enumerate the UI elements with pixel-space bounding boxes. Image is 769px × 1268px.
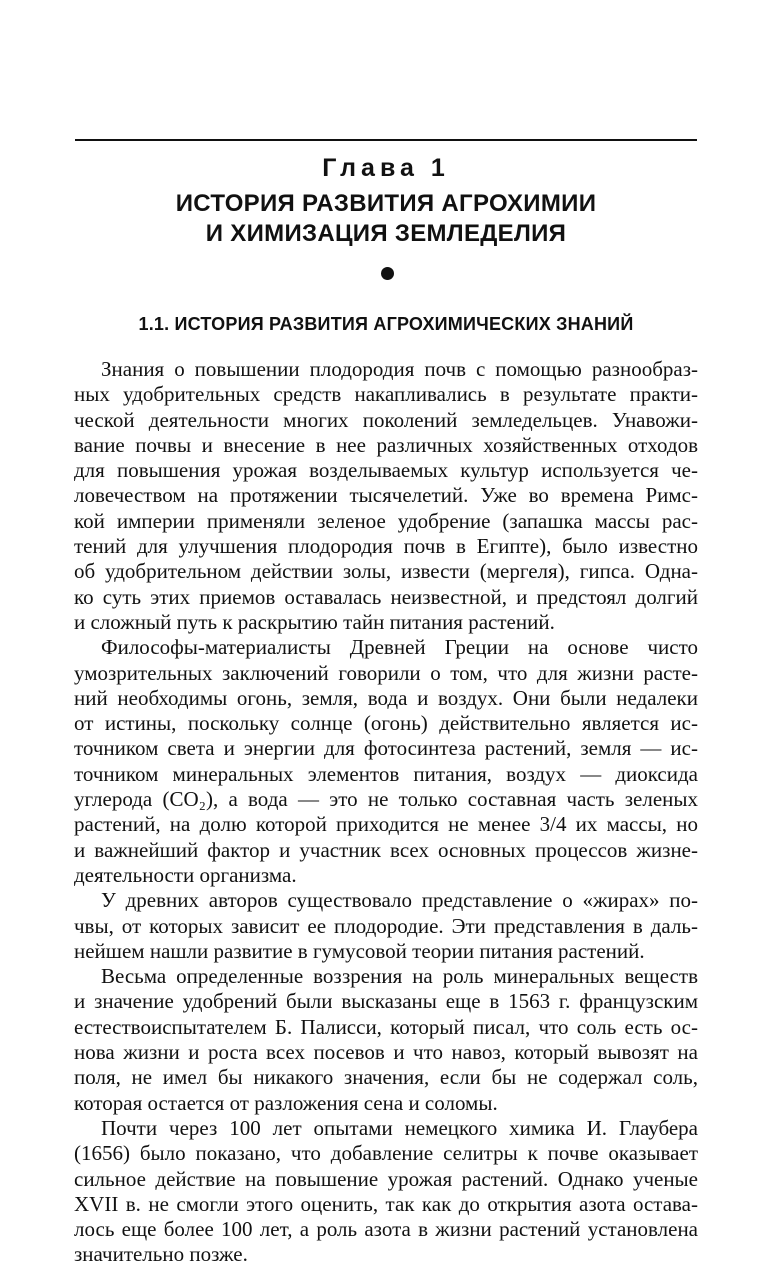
text-line: нова жизни и роста всех посевов и что навоз, который вывозят на	[74, 1040, 698, 1065]
text-line: точником света и энергии для фотосинтеза растений, земля — ис-	[74, 736, 698, 761]
section-title: 1.1. ИСТОРИЯ РАЗВИТИЯ АГРОХИМИЧЕСКИХ ЗНАНИЙ	[138, 314, 634, 334]
text-line: нейшем нашли развитие в гумусовой теории питания растений.	[74, 938, 645, 963]
text-line: сильное действие на повышение урожая растений. Однако ученые	[74, 1166, 698, 1191]
text-line: ловечеством на протяжении тысячелетий. Уже во времена Римс-	[74, 483, 698, 508]
text-line: естествоиспытателем Б. Палисси, который писал, что соль есть ос-	[74, 1014, 698, 1039]
paragraph	[74, 357, 698, 635]
paragraph	[74, 888, 698, 964]
text-line: и сложный путь к раскрытию тайн питания растений.	[74, 609, 555, 634]
text-line: для повышения урожая возделываемых культур используется че-	[74, 458, 698, 483]
text-line: Весьма определенные воззрения на роль минеральных веществ	[101, 964, 698, 989]
text-line: деятельности организма.	[74, 862, 297, 887]
chapter-title-line: ИСТОРИЯ РАЗВИТИЯ АГРОХИМИИ	[175, 190, 597, 217]
text-line: ных удобрительных средств накапливались в результате практи-	[74, 382, 698, 407]
text-line: поля, не имел бы никакого значения, если бы не содержал соль,	[74, 1065, 698, 1090]
text-line: которая остается от разложения сена и соломы.	[74, 1090, 498, 1115]
chapter-title	[75, 189, 697, 249]
text-line: Знания о повышении плодородия почв с помощью разнообраз-	[101, 357, 698, 381]
text-line: ко суть этих приемов оставалась неизвестной, и предстоял долгий	[74, 584, 698, 609]
text-line: растений, на долю которой приходится не менее 3/4 их массы, но	[74, 812, 698, 837]
text-line: лось еще более 100 лет, а роль азота в жизни растений установлена	[74, 1217, 698, 1242]
text-line: XVII в. не смогли этого оценить, так как до открытия азота остава-	[74, 1191, 698, 1216]
paragraph	[74, 1116, 698, 1268]
bullet-ornament-icon	[381, 267, 394, 280]
text-line: тений для улучшения плодородия почв в Египте), было известно	[74, 534, 698, 559]
text-line: Почти через 100 лет опытами немецкого химика И. Глаубера	[101, 1115, 698, 1140]
body-text	[74, 357, 698, 1268]
text-line: значительно позже.	[74, 1242, 248, 1267]
chapter-label: Глава 1	[322, 154, 450, 182]
text-line: ний необходимы огонь, земля, вода и воздух. Они были недалеки	[74, 685, 698, 710]
text-line: углерода (CO₂), а вода — это не только составная часть зеленых	[74, 787, 698, 812]
text-line: точником минеральных элементов питания, воздух — диоксида	[74, 761, 698, 786]
text-line: кой империи применяли зеленое удобрение (запашка массы рас-	[74, 508, 698, 533]
text-line: от истины, поскольку солнце (огонь) действительно является ис-	[74, 711, 698, 736]
text-line: Философы-материалисты Древней Греции на основе чисто	[101, 635, 698, 660]
text-line: и важнейший фактор и участник всех основных процессов жизне-	[74, 837, 698, 862]
text-line: умозрительных заключений говорили о том, что для жизни расте-	[74, 660, 698, 685]
chapter-title-line: И ХИМИЗАЦИЯ ЗЕМЛЕДЕЛИЯ	[205, 220, 567, 247]
text-line: вание почвы и внесение в нее различных хозяйственных отходов	[74, 432, 698, 457]
text-line: У древних авторов существовало представление о «жирах» по-	[101, 888, 698, 913]
text-line: ческой деятельности многих поколений земледельцев. Унавожи-	[74, 407, 698, 432]
paragraph	[74, 964, 698, 1116]
paragraph	[74, 635, 698, 888]
text-line: об удобрительном действии золы, извести (мергеля), гипса. Одна-	[74, 559, 698, 584]
text-line: (1656) было показано, что добавление селитры к почве оказывает	[74, 1141, 698, 1166]
top-rule	[75, 139, 697, 141]
text-line: чвы, от которых зависит ее плодородие. Эти представления в даль-	[74, 913, 698, 938]
text-line: и значение удобрений были высказаны еще в 1563 г. французским	[74, 989, 698, 1014]
